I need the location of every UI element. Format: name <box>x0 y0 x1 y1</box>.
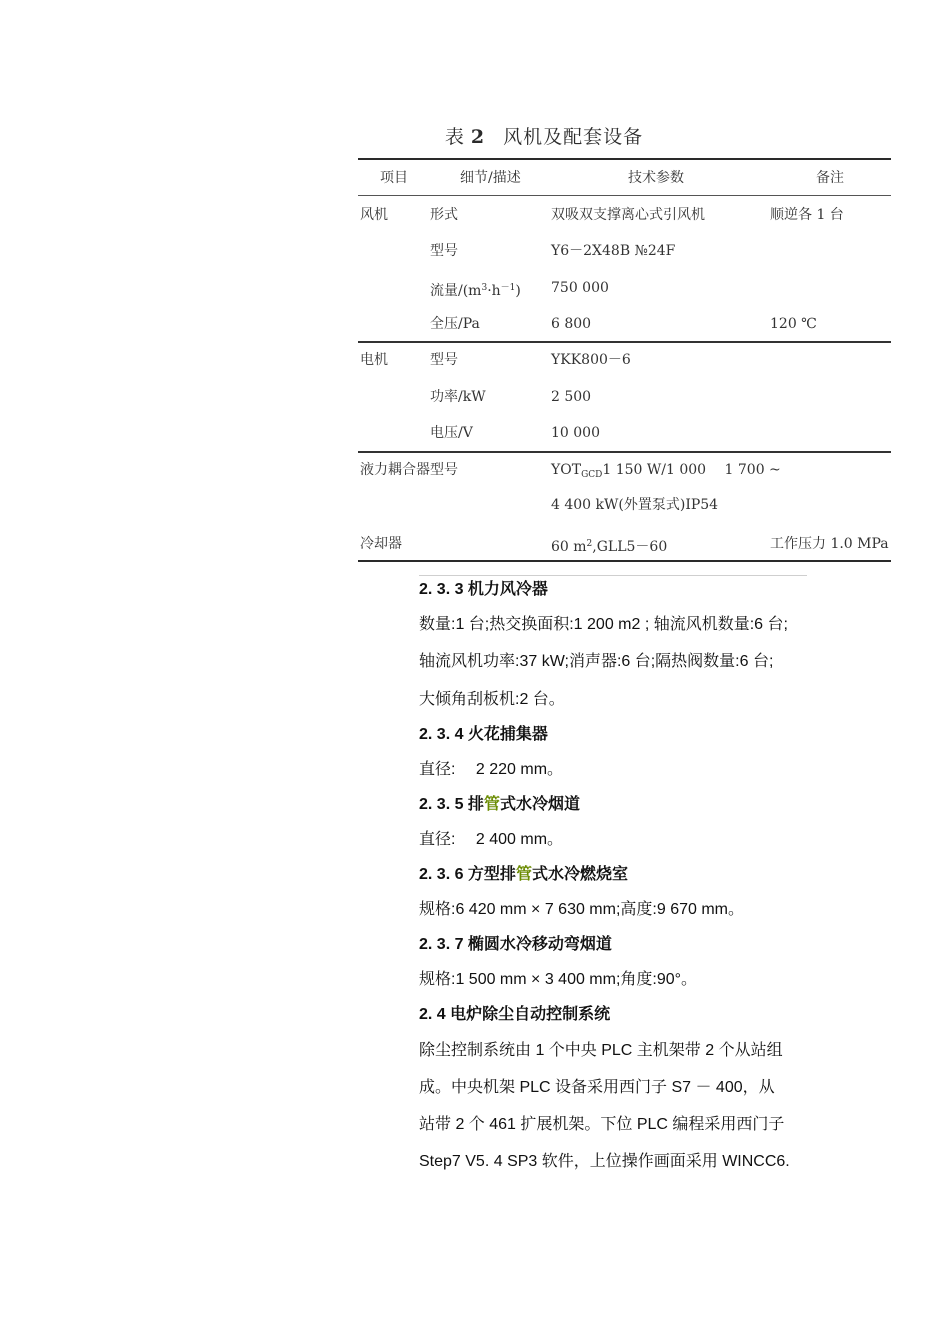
section-heading: 2. 3. 7 椭圆水冷移动弯烟道 <box>419 936 612 953</box>
flow-sup-minus1: －1 <box>500 283 516 293</box>
group-rule <box>358 341 891 343</box>
yot-prefix: YOT <box>551 462 582 478</box>
row-detail: 电压/V <box>430 425 473 441</box>
row-detail-flow <box>430 279 521 300</box>
group-rule <box>358 451 891 453</box>
header-param: 技术参数 <box>628 170 684 186</box>
row-item: 液力耦合器型号 <box>360 462 458 478</box>
row-param-cooler <box>551 535 667 556</box>
row-item: 风机 <box>360 207 388 223</box>
paragraph-line: 站带 2 个 461 扩展机架。下位 PLC 编程采用西门子 <box>419 1116 785 1133</box>
row-item: 电机 <box>360 352 388 368</box>
row-detail: 型号 <box>430 243 458 259</box>
flow-sup3: 3 <box>481 283 488 293</box>
paragraph-line: 规格:1 500 mm × 3 400 mm;角度:90°。 <box>419 971 698 988</box>
row-note: 120 ℃ <box>770 316 817 332</box>
heading-part: 式水冷烟道 <box>499 796 580 813</box>
header-note: 备注 <box>816 170 844 186</box>
section-heading: 2. 3. 4 火花捕集器 <box>419 726 548 743</box>
paragraph-line: Step7 V5. 4 SP3 软件，上位操作画面采用 WINCC6. <box>419 1153 790 1170</box>
heading-part: 2. 3. 5 排 <box>419 796 484 813</box>
table-title <box>0 122 950 149</box>
row-param: YKK800－6 <box>551 352 631 368</box>
paragraph-line: 直径: 2 400 mm。 <box>419 831 564 848</box>
row-param: 双吸双支撑离心式引风机 <box>551 207 705 223</box>
row-note: 顺逆各 1 台 <box>770 207 844 223</box>
highlighted-char: 管 <box>483 796 500 813</box>
row-detail: 型号 <box>430 352 458 368</box>
paragraph-line: 除尘控制系统由 1 个中央 PLC 主机架带 2 个从站组 <box>419 1042 783 1059</box>
heading-part: 式水冷燃烧室 <box>531 866 628 883</box>
cooler-sup: 2 <box>586 539 593 549</box>
cooler-area: 60 m <box>551 539 587 555</box>
row-param: 6 800 <box>551 316 592 332</box>
paragraph-line: 轴流风机功率:37 kW;消声器:6 台;隔热阀数量:6 台; <box>419 653 774 670</box>
section-heading <box>419 795 580 815</box>
row-param: 2 500 <box>551 389 592 405</box>
row-param-yot <box>551 461 781 484</box>
table-top-rule <box>358 158 891 160</box>
table-header-rule <box>358 195 891 196</box>
row-param: Y6－2X48B №24F <box>551 243 676 259</box>
section-separator <box>419 575 807 576</box>
row-param: 4 400 kW(外置泵式)IP54 <box>551 497 719 513</box>
yot-sub: GCD <box>581 470 603 480</box>
section-heading: 2. 3. 3 机力风冷器 <box>419 581 548 598</box>
row-param: 750 000 <box>551 280 609 296</box>
header-detail: 细节/描述 <box>460 170 521 186</box>
heading-part: 2. 3. 6 方型排 <box>419 866 516 883</box>
paragraph-line: 直径: 2 220 mm。 <box>419 761 564 778</box>
flow-end: ) <box>515 283 521 299</box>
row-note: 工作压力 1.0 MPa <box>770 536 889 552</box>
paragraph-line: 数量:1 台;热交换面积:1 200 m2 ; 轴流风机数量:6 台; <box>419 616 788 633</box>
row-detail: 全压/Pa <box>430 316 480 332</box>
row-item: 冷却器 <box>360 536 402 552</box>
paragraph-line: 成。中央机架 PLC 设备采用西门子 S7 － 400，从 <box>419 1079 775 1096</box>
table-title-text: 风机及配套设备 <box>503 126 644 148</box>
flow-mid: ·h <box>487 283 501 299</box>
paragraph-line: 大倾角刮板机:2 台。 <box>419 691 565 708</box>
table-title-number: 2 <box>470 126 486 148</box>
highlighted-char: 管 <box>515 866 532 883</box>
table-title-label: 表 <box>444 126 465 148</box>
cooler-rest: ,GLL5－60 <box>592 539 668 555</box>
row-detail: 形式 <box>430 207 458 223</box>
flow-label: 流量/(m <box>430 283 482 299</box>
row-param: 10 000 <box>551 425 600 441</box>
yot-rest: 1 150 W/1 000 1 700 ~ <box>602 462 781 478</box>
header-item: 项目 <box>380 170 408 186</box>
row-detail: 功率/kW <box>430 389 486 405</box>
paragraph-line: 规格:6 420 mm × 7 630 mm;高度:9 670 mm。 <box>419 901 744 918</box>
section-heading <box>419 865 628 885</box>
table-bottom-rule <box>358 560 891 562</box>
section-heading: 2. 4 电炉除尘自动控制系统 <box>419 1006 611 1023</box>
